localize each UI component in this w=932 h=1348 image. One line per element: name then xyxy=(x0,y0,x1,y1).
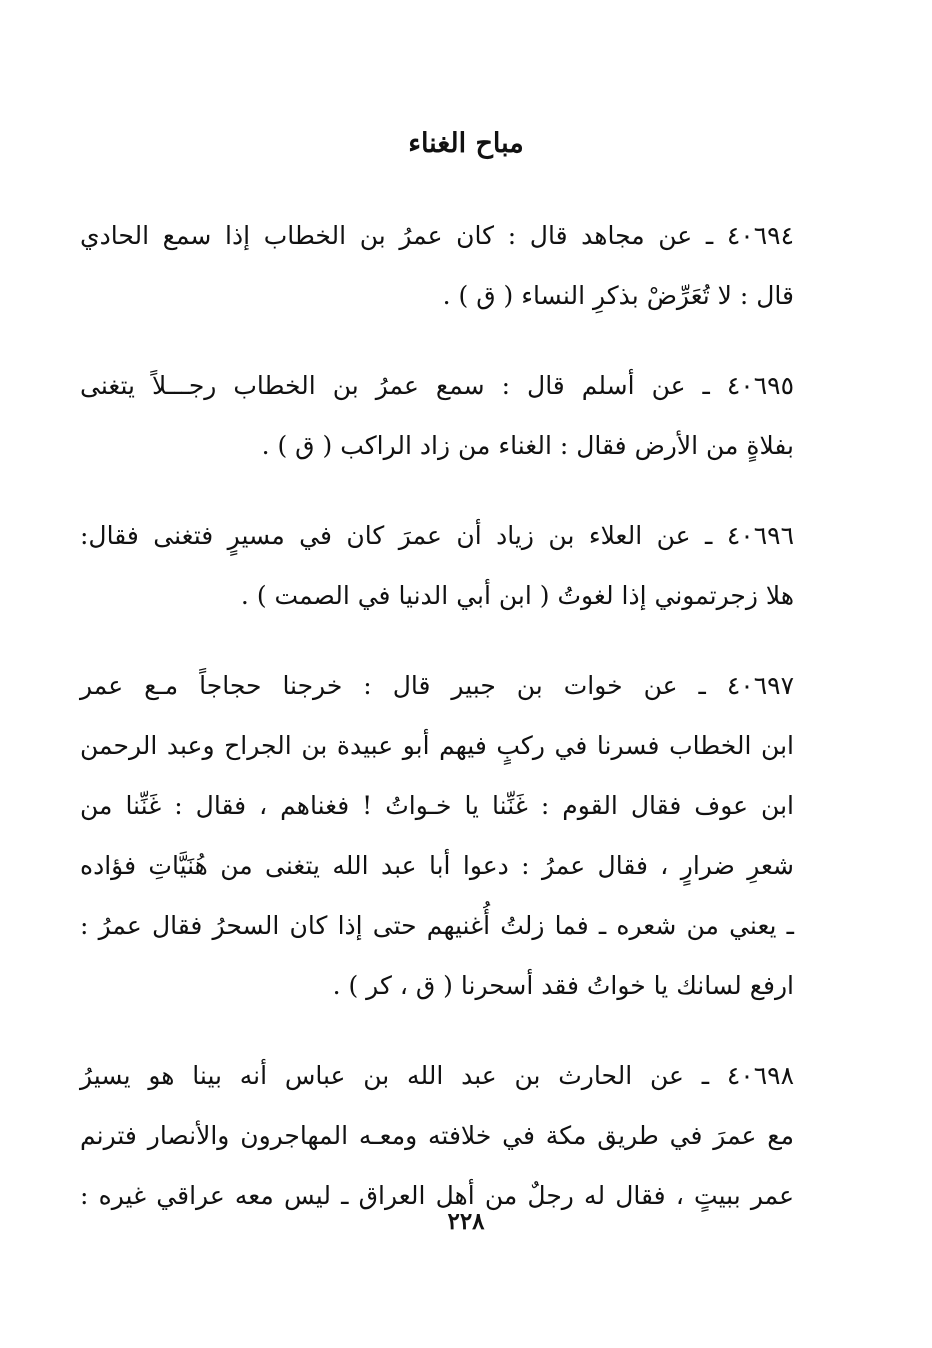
entry-line: ٤٠٦٩٥ ـ عن أسلم قال : سمع عمرُ بن الخطاب رجـــلاً يتغنى xyxy=(80,371,794,400)
entry-line: ابن عوف فقال القوم : غَنِّنا يا خـواتُ ! فغناهم ، فقال : غَنِّنا من xyxy=(80,791,794,820)
entry-line: ـ يعني من شعره ـ فما زلتُ أُغنيهم حتى إذا كان السحرُ فقال عمرُ : xyxy=(80,911,794,940)
entry-line: عمر ببيتٍ ، فقال له رجلٌ من أهل العراق ـ ليس معه عراقي غيره : xyxy=(80,1181,794,1210)
entry-line: ابن الخطاب فسرنا في ركبٍ فيهم أبو عبيدة بن الجراح وعبد الرحمن xyxy=(80,731,794,760)
page-number: ٢٢٨ xyxy=(447,1208,485,1235)
page-header-title: مباح الغناء xyxy=(408,128,524,159)
entry-line: ٤٠٦٩٨ ـ عن الحارث بن عبد الله بن عباس أنه بينا هو يسيرُ xyxy=(80,1061,794,1090)
entry-line: ٤٠٦٩٦ ـ عن العلاء بن زياد أن عمرَ كان في مسيرٍ فتغنى فقال: xyxy=(80,521,794,550)
hadith-entries xyxy=(80,206,794,1256)
entry-line: قال : لا تُعَرِّضْ بذكرِ النساء ( ق ) . xyxy=(442,281,794,310)
entry-line: ٤٠٦٩٧ ـ عن خوات بن جبير قال : خرجنا حجاجاً مـع عمر xyxy=(80,671,794,700)
entry-40696 xyxy=(80,506,794,626)
entry-line: مع عمرَ في طريق مكة في خلافته ومعـه المهاجرون والأنصار فترنم xyxy=(80,1121,794,1150)
entry-40694 xyxy=(80,206,794,326)
entry-line: بفلاةٍ من الأرض فقال : الغناء من زاد الراكب ( ق ) . xyxy=(261,431,794,460)
entry-line: شعرِ ضرارٍ ، فقال عمرُ : دعوا أبا عبد الله يتغنى من هُنَيَّاتِ فؤاده xyxy=(80,851,794,880)
entry-40698 xyxy=(80,1046,794,1226)
entry-40697 xyxy=(80,656,794,1016)
entry-line: هلا زجرتموني إذا لغوتُ ( ابن أبي الدنيا في الصمت ) . xyxy=(240,581,794,610)
entry-40695 xyxy=(80,356,794,476)
entry-line: ٤٠٦٩٤ ـ عن مجاهد قال : كان عمرُ بن الخطاب إذا سمع الحادي xyxy=(80,221,794,250)
entry-line: ارفع لسانك يا خواتُ فقد أسحرنا ( ق ، كر ) . xyxy=(332,971,794,1000)
